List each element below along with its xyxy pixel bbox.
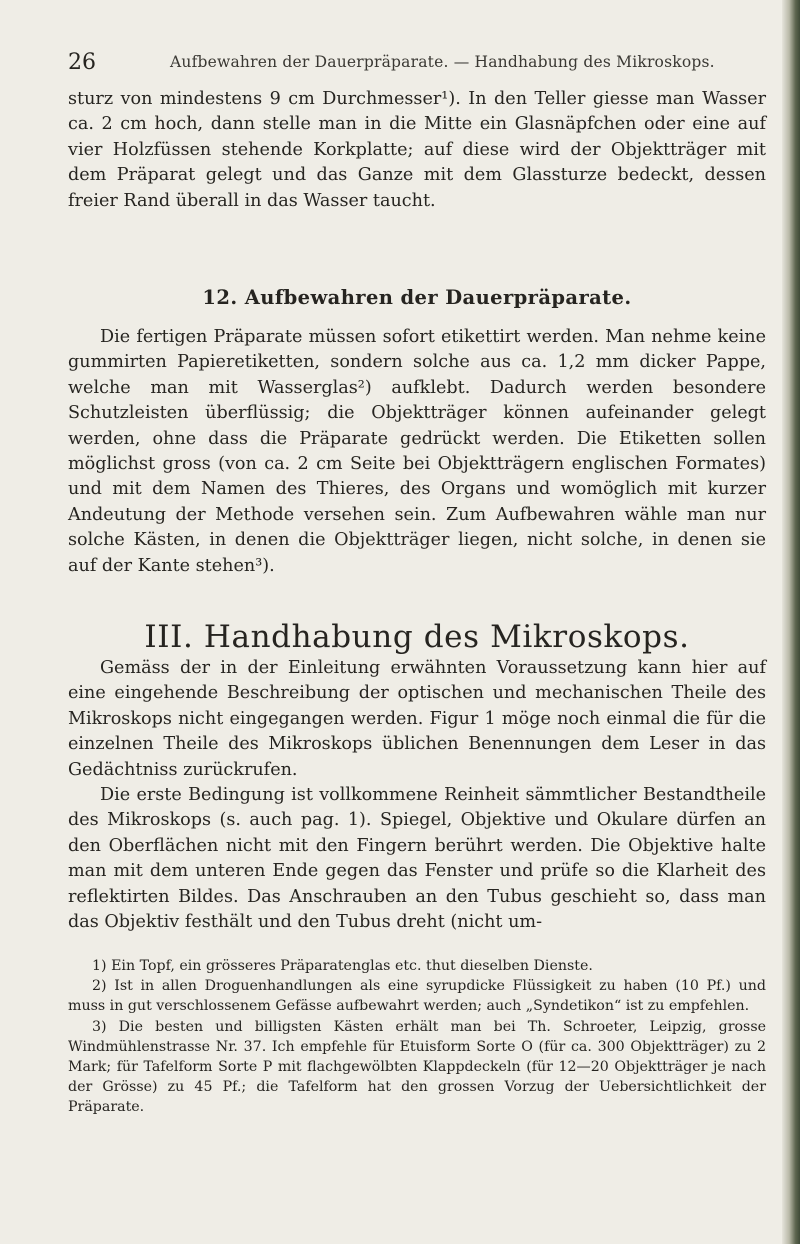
page-number: 26: [68, 50, 96, 75]
footnote-3: 3) Die besten und billigsten Kästen erhält man bei Th. Schroeter, Leipzig, grosse Windmühlenstrasse Nr. 37. Ich empfehle für Etuisform Sorte O (für ca. 300 Objektträger) zu 2 Mark; für Tafelform Sorte P mit flachgewölbten Klappdeckeln (für 12—20 Objektträger je nach der Grösse) zu 45 Pf.; die Tafelform hat den grossen Vorzug der Uebersichtlichkeit der Präparate.: [68, 1018, 766, 1116]
chapter-3-paragraph-1: Gemäss der in der Einleitung erwähnten Voraussetzung kann hier auf eine eingehende Beschreibung der optischen und mechanischen Theile des Mikroskops nicht eingegangen werden. Figur 1 möge noch einmal die für die einzelnen Theile des Mikroskops üblichen Benennungen dem Leser in das Gedächtniss zurückrufen.: [68, 658, 766, 780]
footnote-2: 2) Ist in allen Droguenhandlungen als eine syrupdicke Flüssigkeit zu haben (10 Pf.) und muss in gut verschlossenem Gefässe aufbewahrt werden; auch „Syndetikon“ ist zu empfehlen.: [68, 978, 766, 1015]
chapter-3-heading: III. Handhabung des Mikroskops.: [144, 619, 690, 655]
footnotes: [68, 956, 766, 1118]
chapter-3-body: [68, 656, 766, 935]
page-header: [68, 50, 768, 74]
section-12-heading: 12. Aufbewahren der Dauerpräparate.: [202, 286, 632, 309]
footnote-1: 1) Ein Topf, ein grösseres Präparatenglas etc. thut dieselben Dienste.: [92, 958, 593, 974]
page-edge-shadow: [782, 0, 800, 1244]
chapter-3-paragraph-2: Die erste Bedingung ist vollkommene Reinheit sämmtlicher Bestandtheile des Mikroskops (s. auch pag. 1). Spiegel, Objektive und Okulare dürfen an den Oberflächen nicht mit den Fingern berührt werden. Die Objektive halte man mit dem unteren Ende gegen das Fenster und prüfe so die Klarheit des reflektirten Bildes. Das Anschrauben an den Tubus geschieht so, dass man das Objektiv festhält und den Tubus dreht (nicht um-: [68, 785, 766, 933]
section-12-paragraph: Die fertigen Präparate müssen sofort etikettirt werden. Man nehme keine gummirten Papieretiketten, sondern solche aus ca. 1,2 mm dicker Pappe, welche man mit Wasserglas²) aufklebt. Dadurch werden besondere Schutzleisten überflüssig; die Objektträger können aufeinander gelegt werden, ohne dass die Präparate gedrückt werden. Die Etiketten sollen möglichst gross (von ca. 2 cm Seite bei Objektträgern englischen Formates) und mit dem Namen des Thieres, des Organs und womöglich mit kurzer Andeutung der Methode versehen sein. Zum Aufbewahren wähle man nur solche Kästen, in denen die Objektträger liegen, nicht solche, in denen sie auf der Kante stehen³).: [68, 327, 766, 576]
running-title: Aufbewahren der Dauerpräparate. — Handhabung des Mikroskops.: [170, 53, 715, 71]
intro-text: [68, 87, 766, 214]
section-12-body: [68, 325, 766, 579]
intro-paragraph: sturz von mindestens 9 cm Durchmesser¹). In den Teller giesse man Wasser ca. 2 cm hoch, dann stelle man in die Mitte ein Glasnäpfchen oder eine auf vier Holzfüssen stehende Korkplatte; auf diese wird der Objektträger mit dem Präparat gelegt und das Ganze mit dem Glassturze bedeckt, dessen freier Rand überall in das Wasser taucht.: [68, 89, 766, 211]
